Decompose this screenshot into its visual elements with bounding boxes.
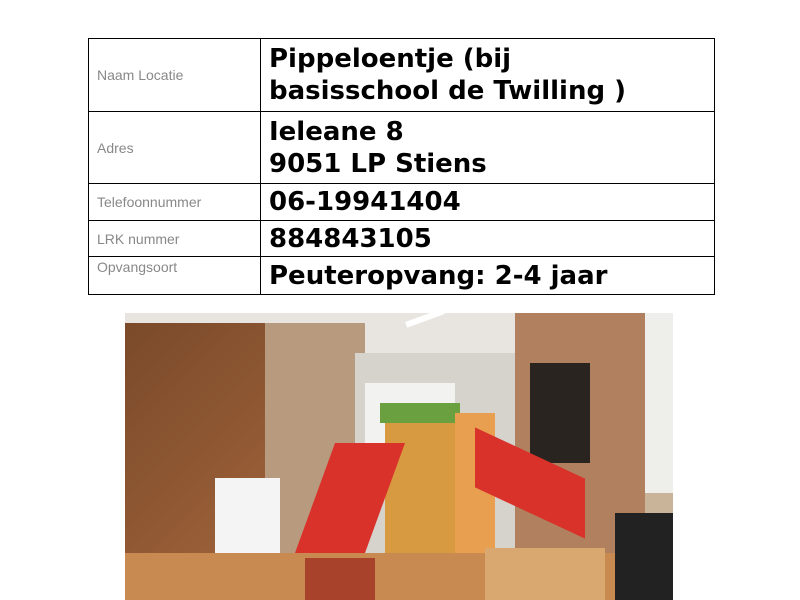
table-row [89,184,715,221]
row-label: Adres [89,112,261,184]
row-label: Naam Locatie [89,39,261,112]
value-line: basisschool de Twilling ) [269,76,627,106]
row-value [261,112,715,184]
value-line: 9051 LP Stiens [269,148,487,179]
table-row [89,39,715,112]
table-row [89,221,715,257]
playroom-photo [125,313,673,600]
row-label: Telefoonnummer [89,184,261,221]
row-value: 06-19941404 [261,184,715,221]
row-value: 884843105 [261,221,715,257]
value-line: Pippeloentje (bij [269,44,512,74]
value-line: Ieleane 8 [269,116,404,147]
row-label: LRK nummer [89,221,261,257]
row-value [261,39,715,112]
table-row [89,257,715,295]
location-info-table [88,38,715,295]
row-label: Opvangsoort [89,257,261,295]
table-row [89,112,715,184]
row-value: Peuteropvang: 2-4 jaar [261,257,715,295]
